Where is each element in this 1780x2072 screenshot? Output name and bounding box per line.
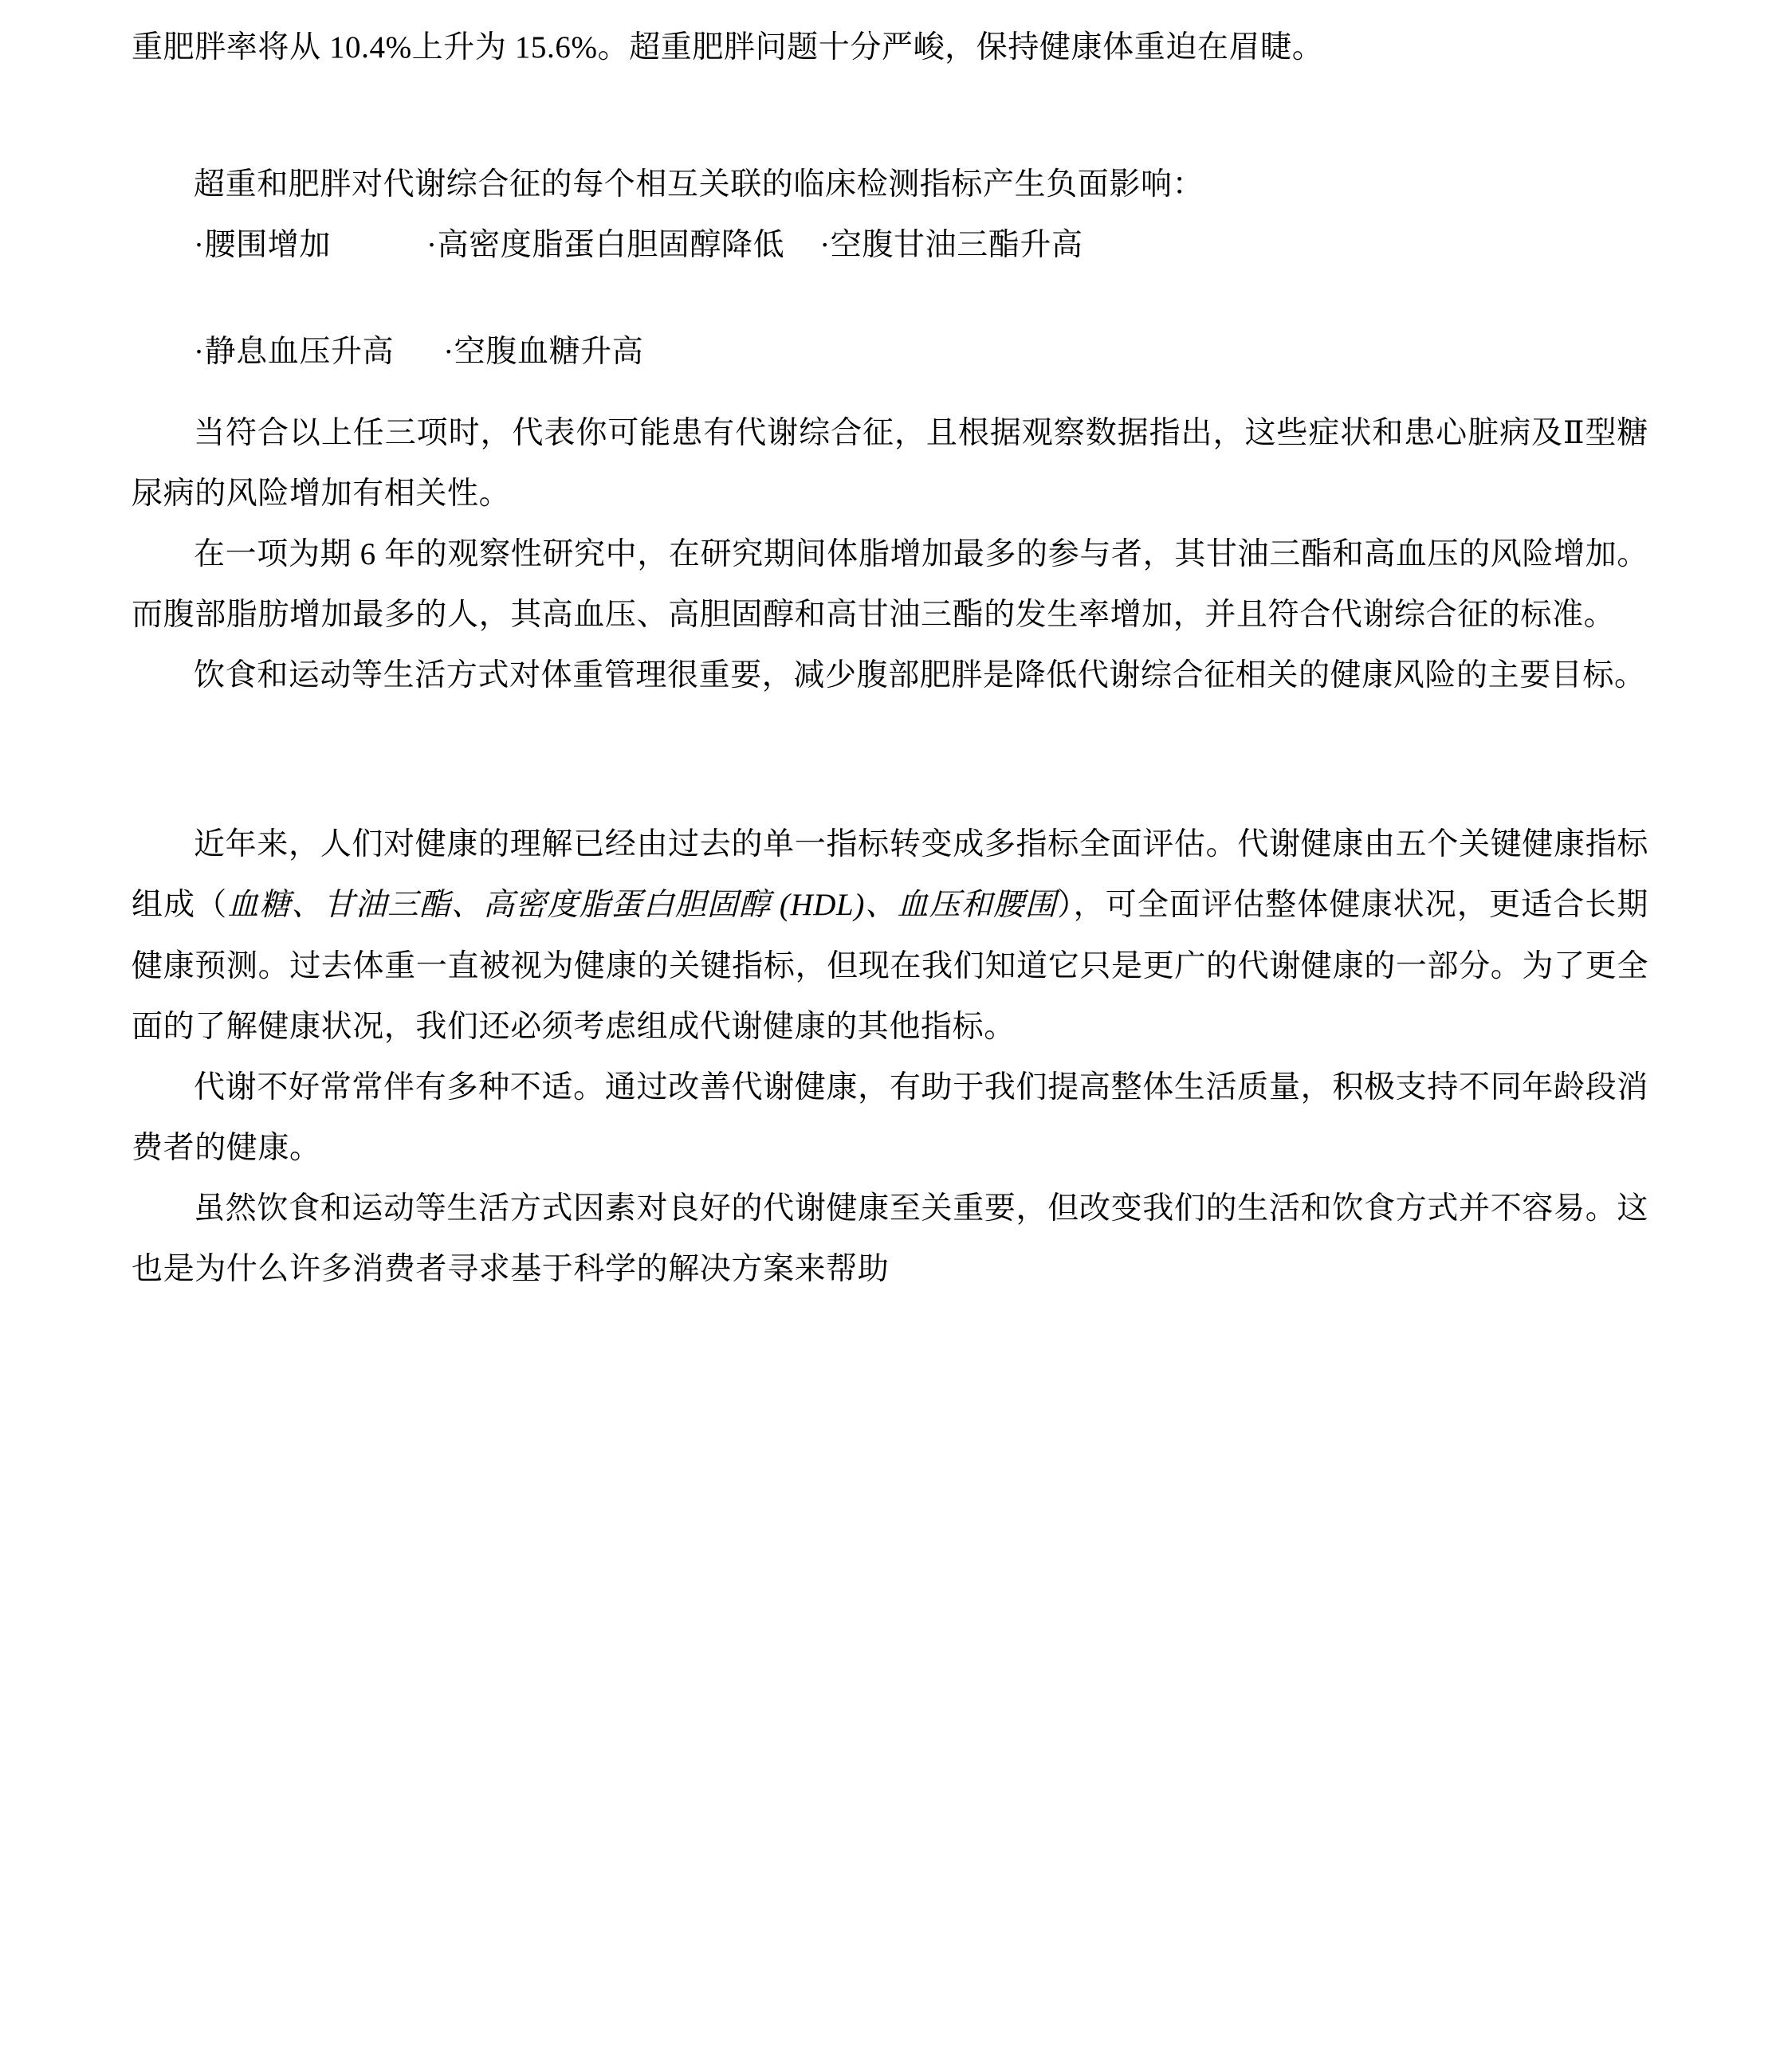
bullet-item-fasting-glucose: ·空腹血糖升高	[443, 335, 644, 370]
paragraph-spacer	[132, 78, 1648, 155]
paragraph-continued-top: 重肥胖率将从 10.4%上升为 15.6%。超重肥胖问题十分严峻，保持健康体重迫在眉睫。	[132, 30, 1324, 65]
section-spacer	[132, 706, 1648, 814]
paragraph-quality-of-life: 代谢不好常常伴有多种不适。通过改善代谢健康，有助于我们提高整体生活质量，积极支持不同年龄段消费者的健康。	[132, 1069, 1648, 1165]
document-body	[132, 0, 1648, 1300]
paragraph-metabolic-health-emphasis: 血糖、甘油三酯、高密度脂蛋白胆固醇 (HDL)、血压和腰围	[227, 888, 1058, 923]
spacer	[132, 383, 1648, 403]
paragraph-science-solutions: 虽然饮食和运动等生活方式因素对良好的代谢健康至关重要，但改变我们的生活和饮食方式并不容易。这也是为什么许多消费者寻求基于科学的解决方案来帮助	[132, 1191, 1648, 1286]
paragraph-six-year-study: 在一项为期 6 年的观察性研究中，在研究期间体脂增加最多的参与者，其甘油三酯和高血压的风险增加。而腹部脂肪增加最多的人，其高血压、高胆固醇和高甘油三酯的发生率增加，并且符合代谢综合征的标准。	[132, 537, 1648, 633]
paragraph-metabolic-health-part2: ），可全面评估整体健康状况，更适合长期健康预测。过去体重一直被视为健康的关键指标，但现在我们知道它只是更广的代谢健康的一部分。为了更全面的了解健康状况，我们还必须考虑组成代谢健康的其他指标。	[132, 888, 1648, 1044]
paragraph-lifestyle: 饮食和运动等生活方式对体重管理很重要，减少腹部肥胖是降低代谢综合征相关的健康风险的主要目标。	[194, 658, 1646, 693]
bullet-item-waist: ·腰围增加	[194, 228, 331, 263]
bullet-item-hdl: ·高密度脂蛋白胆固醇降低	[426, 228, 785, 263]
bullet-spacer	[132, 276, 1648, 322]
paragraph-metabolic-health	[132, 814, 1648, 1057]
bullet-item-blood-pressure: ·静息血压升高	[194, 335, 395, 370]
paragraph-metabolic-health-part1: 近年来，人们对健康的理解已经由过去的单一指标转变成多指标全面评估。代谢健康由五个关键健康指标组成（	[132, 827, 1648, 923]
bullet-item-triglycerides: ·空腹甘油三酯升高	[819, 228, 1083, 263]
paragraph-intro-indicators: 超重和肥胖对代谢综合征的每个相互关联的临床检测指标产生负面影响：	[194, 167, 1204, 202]
paragraph-three-criteria: 当符合以上任三项时，代表你可能患有代谢综合征，且根据观察数据指出，这些症状和患心脏病及Ⅱ型糖尿病的风险增加有相关性。	[132, 416, 1648, 512]
bullet-row-1	[132, 215, 1648, 276]
bullet-row-2	[132, 322, 1648, 383]
